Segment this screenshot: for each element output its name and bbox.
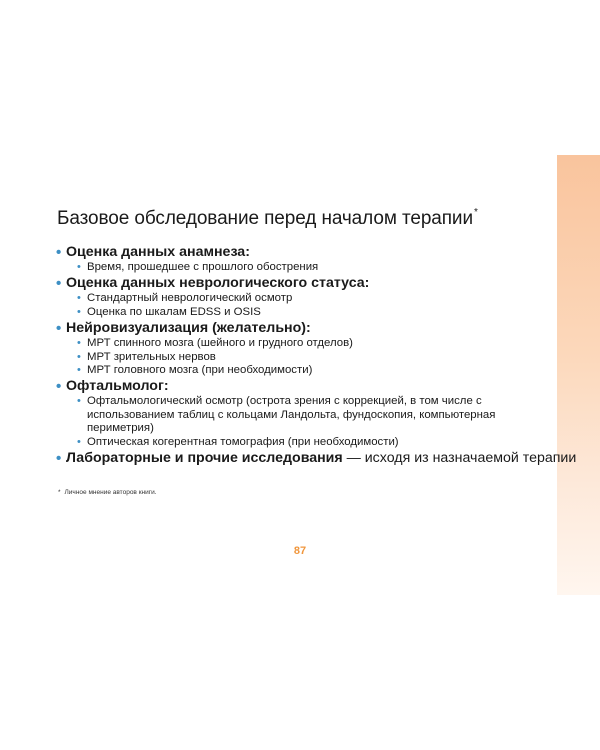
sub-bullet-icon: • xyxy=(77,350,81,363)
section-neurological-status-items xyxy=(57,292,552,319)
section-heading-suffix: — исходя из назначаемой терапии xyxy=(342,450,577,467)
list-item-text: МРТ зрительных нервов xyxy=(87,350,216,363)
section-heading: Лабораторные и прочие исследования xyxy=(66,450,343,467)
list-item-text: Офтальмологический осмотр (острота зрения с коррекцией, в том числе с использованием таблиц с кольцами Ландольта, фундоскопия, компьютерная периметрия) xyxy=(87,395,496,435)
bullet-icon: • xyxy=(56,244,62,261)
section-ophthalmologist-items xyxy=(57,395,552,449)
list-item-text: Оценка по шкалам EDSS и OSIS xyxy=(87,305,261,318)
footnote-text: Личное мнение авторов книги. xyxy=(64,489,157,496)
sub-bullet-icon: • xyxy=(77,435,81,448)
footnote-mark: * xyxy=(58,489,61,496)
section-heading: Оценка данных неврологического статуса: xyxy=(66,275,370,292)
bullet-list xyxy=(56,243,577,468)
list-item xyxy=(57,306,552,319)
bullet-icon: • xyxy=(56,275,62,293)
title-footnote-mark: * xyxy=(473,207,478,218)
list-item xyxy=(57,364,552,377)
bullet-icon: • xyxy=(56,450,62,468)
list-item xyxy=(57,261,552,274)
section-anamnesis-items xyxy=(57,261,552,274)
list-item-text: МРТ головного мозга (при необходимости) xyxy=(87,364,313,377)
list-item xyxy=(57,351,552,364)
section-laboratory xyxy=(56,450,577,468)
page-number: 87 xyxy=(293,545,307,557)
sub-bullet-icon: • xyxy=(77,305,81,318)
list-item xyxy=(57,395,552,435)
sub-bullet-icon: • xyxy=(77,292,81,305)
section-neuroimaging-items xyxy=(57,337,552,377)
section-ophthalmologist xyxy=(57,378,552,395)
sub-bullet-icon: • xyxy=(77,337,81,350)
list-item xyxy=(57,292,552,305)
footnote xyxy=(58,489,157,496)
bullet-icon: • xyxy=(56,320,62,338)
list-item-text: Оптическая когерентная томография (при необходимости) xyxy=(87,435,399,448)
section-anamnesis xyxy=(57,244,552,261)
list-item-text: Время, прошедшее с прошлого обострения xyxy=(87,261,319,273)
bullet-icon: • xyxy=(56,378,62,396)
sub-bullet-icon: • xyxy=(77,364,81,377)
page-title xyxy=(57,207,478,230)
section-neuroimaging xyxy=(57,320,552,337)
sub-bullet-icon: • xyxy=(77,395,81,408)
section-neurological-status xyxy=(57,275,552,292)
list-item xyxy=(57,436,552,449)
list-item-text: МРТ спинного мозга (шейного и грудного отделов) xyxy=(87,337,353,350)
page-title-text: Базовое обследование перед началом терапии xyxy=(57,208,473,229)
list-item xyxy=(57,337,552,350)
section-heading: Нейровизуализация (желательно): xyxy=(66,320,311,337)
section-heading: Офтальмолог: xyxy=(66,378,169,395)
section-heading: Оценка данных анамнеза: xyxy=(66,244,250,260)
decorative-side-stripe xyxy=(557,155,600,595)
list-item-text: Стандартный неврологический осмотр xyxy=(87,292,293,305)
sub-bullet-icon: • xyxy=(77,261,81,273)
